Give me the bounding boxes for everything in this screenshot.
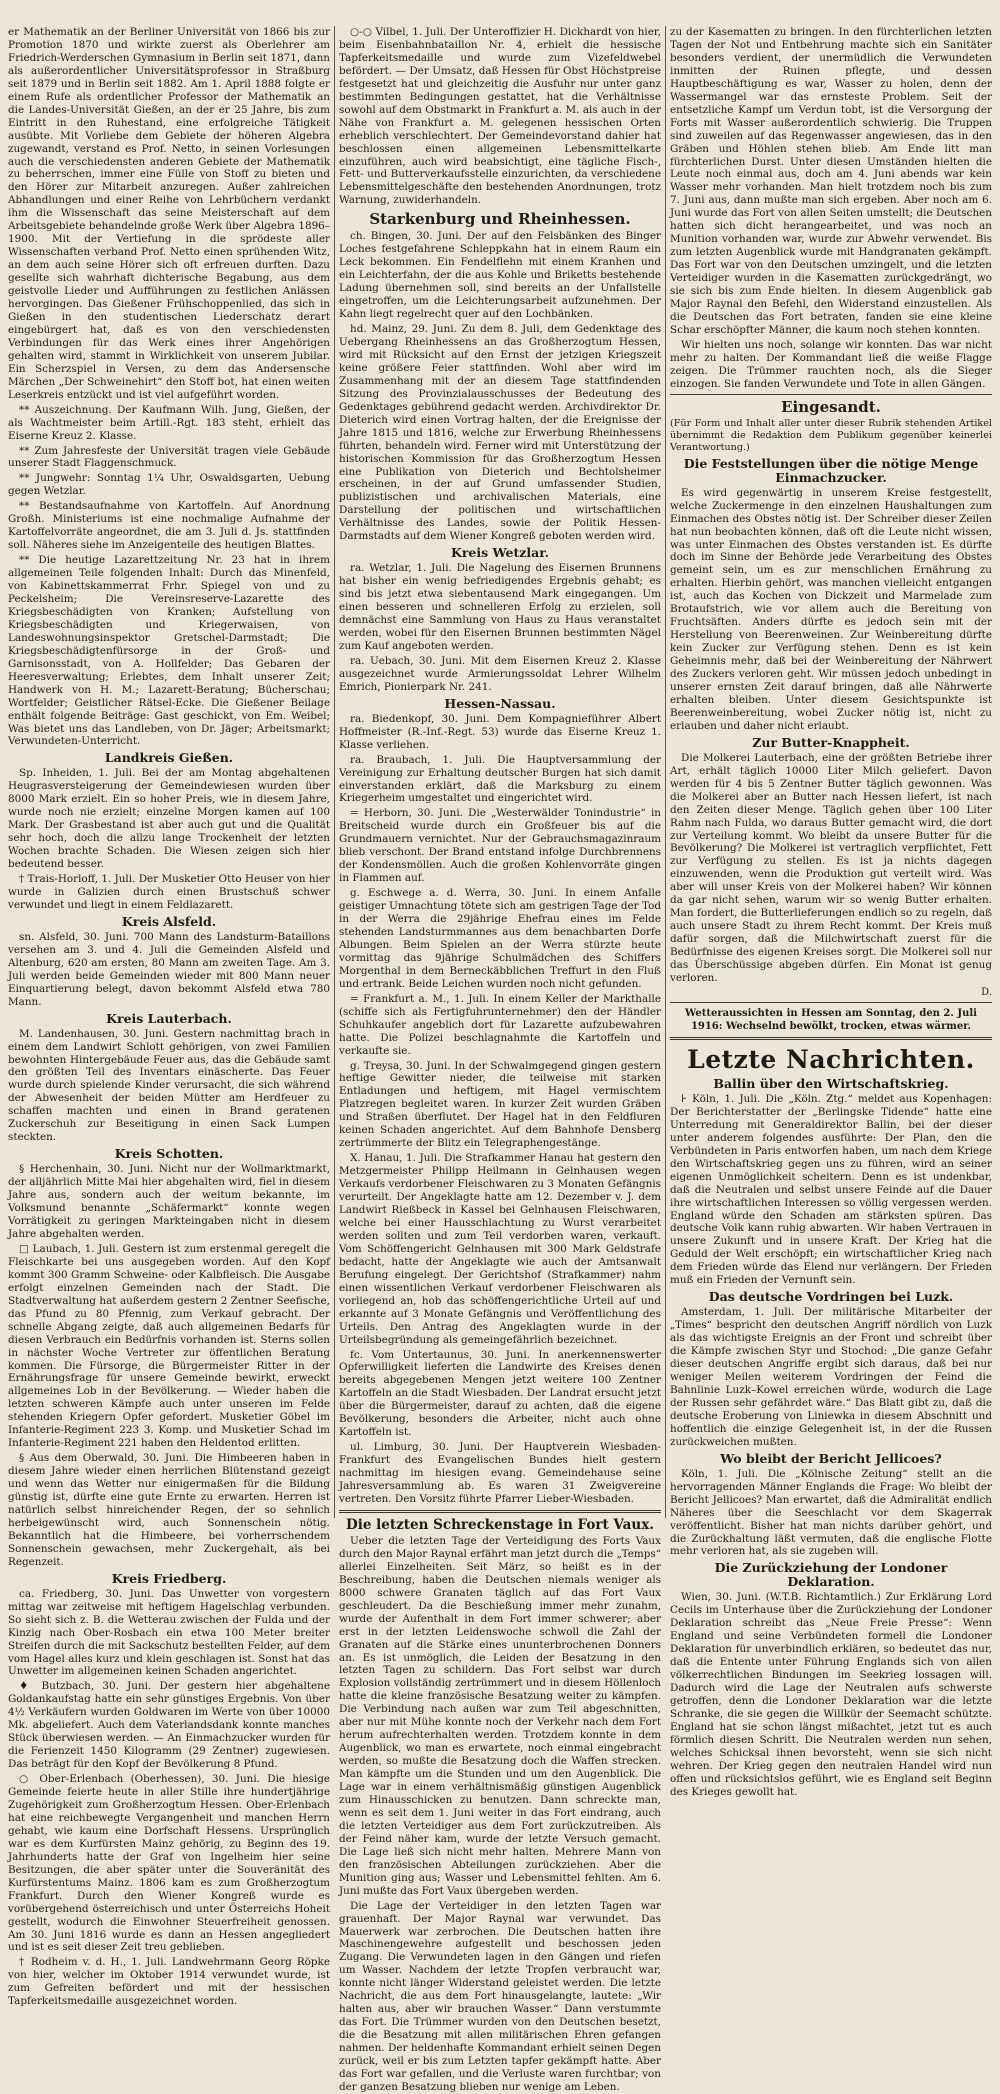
- letter-text: Es wird gegenwärtig in unserem Kreise festgestellt, welche Zuckermenge in den einzelnen Haushaltungen zum Einmachen des Obstes nötig ist. Der Schreiber dieser Zeilen hat nun beobachten können, daß oft die Leute nicht wissen, was unter Einmachen des Obstes verstanden ist. Es dürfte doch im Sinne der Behörde jede Verarbeitung des Obstes gemeint sein, um es zur menschlichen Ernährung zu erhalten. Hierbin gehört, was manchen vielleicht entgangen ist, auch das Kochen von Dickzeit und Marmelade zum Brotaufstrich, wie vor allem auch die Bereitung von Fruchtsäften. Anders dürfte es jedoch sein mit der Herstellung von Beerenweinen. Zur Weinbereitung dürfte kein Zucker zur Verfügung stehen. Denn es ist kein Geheimnis mehr, daß bei der Weinbereitung der Nährwert des Zuckers verloren geht. Wir müssen jedoch unbedingt in unserer ernsten Zeit darauf bringen, daß alle Nährwerte erhalten bleiben. Unter diesem Gesichtspunkte ist Beerenweinbereitung, wobei Zucker nötig ist, nicht zu erlauben und daher nicht erlaubt.: [670, 486, 992, 732]
- section-heading: Kreis Schotten.: [114, 1146, 224, 1162]
- column-middle: [339, 26, 661, 2093]
- news-item: ○ Ober-Erlenbach (Oberhessen), 30. Juni. Die hiesige Gemeinde feierte heute in aller Stille ihre hundertjährige Zugehörigkeit zum Großherzogtum Hessen. Ober-Erlenbach hat eine reichbewegte Vergangenheit und manchen Herrn gehabt, wie kaum eine Dorfschaft Hessens. Ursprünglich war es dem Kurfürsten Mainz gehörig, zu Beginn des 19. Jahrhunderts hatte der Graf von Ingelheim hier seine Besitzungen, die aber später unter die Souveränität des Kurfürstentums Mainz. 1806 kam es zum Großherzogtum Frankfurt. Durch den Wiener Kongreß wurde es vorübergehend österreichisch und unter Österreichs Hoheit gestellt, wodurch die Einwohner Steuerfreiheit genossen. Am 30. Juni 1816 wurde es dann an Hessen angegliedert und ist es seit dieser Zeit treu geblieben.: [8, 1773, 330, 1954]
- news-item: ** Die heutige Lazarettzeitung Nr. 23 hat in ihrem allgemeinen Teile folgenden Inhalt: Durch das Minenfeld, von Kabinettskammerrat Frhr. Spiegel von und zu Peckelsheim; Die Vereinsreserve-Lazarette des Kriegsbeschädigten von Kranken; Aufstellung von Kriegsbeschädigten und Kriegerwaisen, von Landeswohnungsinspektor Gretschel-Darmstadt; Die Kriegsbeschädigtenfürsorge in der Groß- und Garnisonsstadt, von A. Hollfelder; Das Gebaren der Heeresverwaltung; Erlebtes, dem Inhalt unserer Zeit; Handwerk von H. M.; Lazarett-Beratung; Bücherschau; Wortfelder; Geistlicher Rätsel-Ecke. Die Gießener Beilage enthält folgende Beiträge: Gast geschickt, von Em. Weibel; Was bietet uns das Landleben, von Dr. Jäger; Arbeitsmarkt; Verwundeten-Unterricht.: [8, 554, 330, 748]
- section-heading: Landkreis Gießen.: [104, 750, 234, 766]
- news-item: = Frankfurt a. M., 1. Juli. In einem Keller der Markthalle (schiffe sich als Fertigfuhrunternehmer) den der Händler Schuhkaufer angeblich dort für Lazarette aufzubewahren hatte. Die Polizei beschlagnahmte die Kartoffeln und verkaufte sie.: [339, 992, 661, 1057]
- section-heading: Hessen-Nassau.: [444, 695, 556, 711]
- news-item: ra. Uebach, 30. Juni. Mit dem Eisernen Kreuz 2. Klasse ausgezeichnet wurde Armierungssoldat Lehrer Wilhelm Emrich, Pionierpark Nr. 241.: [339, 654, 661, 693]
- section-heading: Kreis Wetzlar.: [450, 545, 550, 561]
- news-item: ○-○ Vilbel, 1. Juli. Der Unteroffizier H. Dickhardt von hier, beim Eisenbahnbataillon Nr. 4, erhielt die hessische Tapferkeitsmedaille und wurde zum Vizefeldwebel befördert. — Der Umsatz, daß Hessen für Obst Höchstpreise festgesetzt hat und gleichzeitig die Ausfuhr nur unter ganz bestimmten Bedingungen gestattet, hat die Verhältnisse sowohl auf dem Obstmarkt in Frankfurt a. M. als auch in der Nähe von Frankfurt a. M. gelegenen hessischen Orten erheblich verschlechtert. Der Gemeindevorstand dahier hat beschlossen einen allgemeinen Lebensmittelkarte einzuführen, auch wird beabsichtigt, eine tägliche Fisch-, Fett- und Butterverkaufsstelle einzurichten, da verschiedene Lebensmittelgeschäfte den bestehenden Anordnungen, trotz Warnung, zuwiderhandeln.: [339, 26, 661, 207]
- news-item: = Herborn, 30. Juni. Die „Westerwälder Tonindustrie“ in Breitscheid wurde durch ein Großfeuer bis auf die Grundmauern vernichtet. Nur der Gebrauchsmagazinraum blieb verschont. Der Brand entstand infolge Durchbrennens der Kondensmöllen. Auch die großen Kohlenvorräte gingen in Flammen auf.: [339, 807, 661, 885]
- news-item: § Aus dem Oberwald, 30. Juni. Die Himbeeren haben in diesem Jahre wieder einen herrlichen Blütenstand gezeigt und wenn das Wetter nur einigermaßen für die Bildung günstig ist, dürfte eine gute Ernte zu erwarten. Herren ist natürlich selbst hinreichender Regen, der so sehnlich herbeigewünscht wird, auch Sonnenschein nötig. Bekanntlich hat die Himbeere, bei vorherrschendem Sonnenschein gewachsen, mehr Zuckergehalt, als bei Regenzeit.: [8, 1452, 330, 1568]
- news-item: ul. Limburg, 30. Juni. Der Hauptverein Wiesbaden-Frankfurt des Evangelischen Bundes hielt gestern nachmittag im hiesigen evang. Gemeindehause seine Jahresversammlung ab. Es waren 31 Zweigvereine vertreten. Den Vorsitz führte Pfarrer Lieber-Wiesbaden.: [339, 1441, 661, 1505]
- article-headline: Wo bleibt der Bericht Jellicoes?: [720, 1450, 942, 1466]
- letter-text: Die Molkerei Lauterbach, eine der größten Betriebe ihrer Art, erhält täglich 10000 Liter Milch geliefert. Davon werden für 4 bis 5 Zentner Butter täglich gewonnen. Was die Molkerei aber an Butter nach Hessen liefert, ist nach den Zeiten dieser Menge. Täglich gehen über 100 Liter Rahm nach Fulda, wo daraus Butter gemacht wird, die dort zur Verteilung kommt. Wo bleibt da unsere Butter für die Bevölkerung? Die Molkerei ist vertraglich verpflichtet, Fett zur Verfügung zu stellen. Es ist ja nichts dagegen einzuwenden, wenn die Produktion gut verteilt wird. Was aber will unser Kreis von der Molkerei haben? Wir können da gar nicht sehen, warum wir so wenig Butter erhalten. Man fordert, die Butterlieferungen endlich so zu regeln, daß auch unsere Stadt zu ihrem Recht kommt. Der Kreis muß dafür sorgen, daß die Milchwirtschaft zuerst für die Bedürfnisse des eigenen Kreises sorgt. Die Molkerei soll nur das Überschüssige abgeben dürfen. Ein Monat ist genug verloren.: [670, 751, 992, 984]
- news-item: ca. Friedberg, 30. Juni. Das Unwetter von vorgestern mittag war zeitweise mit heftigem Hagelschlag verbunden. So sieht sich z. B. die Wetterau zwischen der Fulda und der Kinzig nach Ober-Rosbach ein etwa 100 Meter breiter Streifen durch die mit Sackschutz bestellten Felder, auf dem vom Hagel alles kurz und klein geschlagen ist. Sonst hat das Unwetter im allgemeinen keinen Schaden angerichtet.: [8, 1587, 330, 1678]
- news-item: ** Jungwehr: Sonntag 1¼ Uhr, Oswaldsgarten, Uebung gegen Wetzlar.: [8, 472, 330, 498]
- editor-note: (Für Form und Inhalt aller unter dieser Rubrik stehenden Artikel übernimmt die Redaktion dem Publikum gegenüber keinerlei Verantwortung.): [670, 417, 992, 453]
- article-netto: er Mathematik an der Berliner Universität von 1866 bis zur Promotion 1870 und wirkte zuerst als Oberlehrer am Friedrich-Werderschen Gymnasium in Berlin seit 1871, dann als außerordentlicher Universitätsprofessor in Straßburg seit 1879 und in Berlin seit 1882. Am 1. April 1888 folgte er einem Rufe als ordentlicher Professor der Mathematik an die Landes-Universität Gießen, an der er 25 Jahre, bis zum Eintritt in den Ruhestand, eine erfolgreiche Tätigkeit ausübte. Mit Vorliebe dem Gebiete der höheren Algebra zugewandt, verstand es Prof. Netto, in seinen Vorlesungen auch die verschiedensten anderen Gebiete der Mathematik zu beherrschen, immer eine Fülle von Stoff zu bieten und den Hörer zur Mitarbeit anzuregen. Außer zahlreichen Abhandlungen und einer Reihe von Lehrbüchern verdankt ihm die Wissenschaft das seine Meisterschaft auf dem Arbeitsgebiete behandelnde große Werk über Algebra 1896–1900. Mit der Vertiefung in die sprödeste aller Wissenschaften verband Prof. Netto einen sprühenden Witz, an dem auch seine Hörer sich oft erfreuen durften. Dazu gesellte sich wahrhaft dichterische Begabung, aus dem geistvolle Lieder und Aufführungen zu festlichen Anlässen hervorgingen. Das Gießener Frühschoppenlied, das sich in Gießen in den studentischen Liederschatz derart eingebürgert hat, daß es von den verschiedensten Verbindungen für das Werk eines ihrer Angehörigen gehalten wird, stammt in Wirklichkeit von unserem Jubilar. Ein Scherzspiel in Versen, zu dem das Andersensche Märchen „Der Schweinehirt“ den Stoff bot, hat einen weiten Leserkreis entzückt und ist viel aufgeführt worden.: [8, 26, 330, 401]
- article-fort-vaux-continued: Wir hielten uns noch, solange wir konnten. Das war nicht mehr zu halten. Der Kommandant ließ die weiße Flagge zeigen. Die Trümmer rauchten noch, als die Sieger einzogen. Sie fanden Verwundete und Tote in allen Gängen.: [670, 338, 992, 390]
- news-item: ra. Biedenkopf, 30. Juni. Dem Kompagnieführer Albert Hoffmeister (R.-Inf.-Regt. 53) wurde das Eiserne Kreuz 1. Klasse verliehen.: [339, 712, 661, 751]
- news-item: hd. Mainz, 29. Juni. Zu dem 8. Juli, dem Gedenktage des Uebergang Rheinhessens an das Großherzogtum Hessen, wird mit Rücksicht auf den Ernst der jetzigen Kriegszeit keine größere Feier stattfinden. Wohl aber wird im Zusammenhang mit der an diesem Tage stattfindenden Sitzung des Provinzialausschusses der Bedeutung des Gedenktages gebührend gedacht werden. Archivdirektor Dr. Dieterich wird einen Vortrag halten, der die Ereignisse der Jahre 1815 und 1816, welche zur Erwerbung Rheinhessens führten, behandeln wird. Ferner wird mit Unterstützung der historischen Kommission für das Großherzogtum Hessen eine Publikation von Dieterich und Bechtolsheimer erscheinen, in der auf Grund umfassender Studien, publizistischen und archivalischen Materials, eine Darstellung der politischen und wirtschaftlichen Verhältnisse des Landes, sowie der Politik Hessen-Darmstadts auf dem Wiener Kongreß geboten werden wird.: [339, 323, 661, 543]
- news-item: ra. Wetzlar, 1. Juli. Die Nagelung des Eisernen Brunnens hat bisher ein wenig befriedigendes Ergebnis gehabt; es sind bis jetzt etwa siebentausend Mark eingegangen. Um einen besseren und schnelleren Erfolg zu erzielen, soll demnächst eine Sammlung von Haus zu Haus veranstaltet werden, wobei für den Eisernen Brunnen bestimmten Nägel zum Kauf angeboten werden.: [339, 562, 661, 652]
- latest-news-heading: Letzte Nachrichten.: [687, 1044, 975, 1074]
- column-left: [8, 26, 330, 2008]
- section-heading: Kreis Lauterbach.: [106, 1010, 232, 1026]
- weather-forecast: Wetteraussichten in Hessen am Sonntag, den 2. Juli 1916: Wechselnd bewölkt, trocken, etwas wärmer.: [685, 1007, 977, 1032]
- article-fort-vaux: Die Lage der Verteidiger in den letzten Tagen war grauenhaft. Der Major Raynal war verwundet. Das Mauerwerk war zerbrochen. Die Deutschen hatten ihre Maschinengewehre aufgestellt und beschossen jeden Zugang. Die Verwundeten lagen in den Gängen und riefen um Wasser. Nachdem der letzte Tropfen verbraucht war, konnte nicht länger Widerstand geleistet werden. Die letzte Nachricht, die aus dem Fort hinausgelangte, lautete: „Wir halten aus, aber wir brauchen Wasser.“ Dann verstummte das Fort. Die Trümmer wurden von den Deutschen besetzt, die die Besatzung mit allen militärischen Ehren gefangen nahmen. Der heldenhafte Kommandant erhielt seinen Degen zurück, weil er bis zum Letzten tapfer gekämpft hatte. Aber das Fort war gefallen, und die Verluste waren furchtbar; von der ganzen Besatzung blieben nur wenige am Leben.: [339, 1899, 661, 2093]
- news-item: ** Auszeichnung. Der Kaufmann Wilh. Jung, Gießen, der als Wachtmeister beim Artill.-Rgt. 183 steht, erhielt das Eiserne Kreuz 2. Klasse.: [8, 403, 330, 442]
- news-item: fc. Vom Untertaunus, 30. Juni. In anerkennenswerter Opferwilligkeit lieferten die Landwirte des Kreises denen bereits abgegebenen Mengen jetzt weitere 100 Zentner Kartoffeln an die Stadt Wiesbaden. Der Landrat ersucht jetzt über die Bürgermeister, darauf zu achten, daß die eigene Bevölkerung, besonders die Arbeiter, nicht auch ohne Kartoffeln ist.: [339, 1348, 661, 1439]
- news-item: Köln, 1. Juli. Die „Kölnische Zeitung“ stellt an die hervorragenden Männer Englands die Frage: Wo bleibt der Bericht Jellicoes? Man erwartet, daß die Admiralität endlich Näheres über die Seeschlacht vor dem Skagerrak veröffentlicht. Bisher hat man nichts darüber gehört, und die Zurückhaltung läßt vermuten, daß die englische Flotte mehr verloren hat, als sie zugeben will.: [670, 1467, 992, 1558]
- news-item: ♦ Butzbach, 30. Juni. Der gestern hier abgehaltene Goldankaufstag hatte ein sehr günstiges Ergebnis. Von über 4½ Verkäufern wurden Goldwaren im Werte von über 10000 Mk. abgeliefert. Auch dem Vaterlandsdank konnte manches Stück überwiesen werden. — An Einmachzucker wurden für die Ferienzeit 1450 Kilogramm (29 Zentner) zugewiesen. Das beträgt für den Kopf der Bevölkerung 8 Pfund.: [8, 1680, 330, 1771]
- section-heading: Starkenburg und Rheinhessen.: [369, 210, 631, 229]
- news-item: † Rodheim v. d. H., 1. Juli. Landwehrmann Georg Röpke von hier, welcher im Oktober 1914 verwundet wurde, ist zum Gefreiten befördert und mit der hessischen Tapferkeitsmedaille ausgezeichnet worden.: [8, 1956, 330, 2008]
- article-fort-vaux: Ueber die letzten Tage der Verteidigung des Forts Vaux durch den Major Raynal erfährt man jetzt durch die „Temps“ allerlei Einzelheiten. Seit März, so heißt es in der Beschreibung, haben die Deutschen niemals weniger als 8000 schwere Granaten täglich auf das Fort Vaux geschleudert. Da die Beschießung immer mehr zunahm, wurde der Aufenthalt in dem Fort immer schwerer; aber erst in der letzten Leidenswoche schwoll die Zahl der Granaten auf die Stärke eines ununterbrochenen Donners an. Es ist unmöglich, die Leiden der Besatzung in den letzten Tagen zu schildern. Das Fort selbst war durch Explosion vollständig zertrümmert und in diesem Höllenloch hatte die kleine französische Besatzung weiter zu kämpfen. Die Verbindung nach außen war zum Teil abgeschnitten, aber nur mit Mühe konnte noch der Verkehr nach dem Fort herum aufrechterhalten werden. Trotzdem konnte in dem Augenblick, wo man es erwartete, noch einmal eingebracht werden, so mußte die Besatzung doch die Waffen strecken. Man kämpfte um die Stunden und um den Augenblick. Die Lage war in einem verhältnismäßig günstigen Augenblick zum Hinausschicken zu benutzen. Dann schreckte man, wenn es seit dem 1. Juni weiter in das Fort eindrang, auch die letzten Verteidiger aus dem Fort zurückzutreiben. Als der Feind näher kam, wurde der letzte Versuch gemacht. Die Lage ließ sich nicht mehr halten. Mehrere Mann von den französischen Abteilungen zurückziehen. Aber die Munition ging aus; Wasser und Lebensmittel fehlten. Am 6. Juni mußte das Fort Vaux übergeben werden.: [339, 1534, 661, 1897]
- divider: [670, 1002, 992, 1003]
- letter-heading: Zur Butter-Knappheit.: [752, 734, 910, 750]
- article-headline: Die Zurückziehung der Londoner Deklaration.: [714, 1560, 948, 1590]
- news-item: sn. Alsfeld, 30. Juni. 700 Mann des Landsturm-Bataillons versehen am 3. und 4. Juli die Gemeinden Alsfeld und Altenburg, 620 am ersten, 80 Mann am zweiten Tage. Am 3. Juli werden beide Gemeinden wieder mit 800 Mann neuer Einquartierung belegt, davon bekommt Alsfeld etwa 780 Mann.: [8, 930, 330, 1008]
- letter-signature: D.: [981, 986, 992, 998]
- letter-heading: Die Feststellungen über die nötige Menge Einmachzucker.: [683, 455, 979, 485]
- news-item: ** Bestandsaufnahme von Kartoffeln. Auf Anordnung Großh. Ministeriums ist eine nochmalige Aufnahme der Kartoffelvorräte angeordnet, die am 3. Juli d. Js. stattfinden soll. Näheres siehe im Anzeigenteile des heutigen Blattes.: [8, 500, 330, 552]
- article-headline: Ballin über den Wirtschaftskrieg.: [713, 1075, 949, 1091]
- news-item: ch. Bingen, 30. Juni. Der auf den Felsbänken des Binger Loches festgefahrene Schleppkahn hat in einem Raum ein Leck bekommen. Ein Fendelflehn mit einem Kranhen und ein Leichterfahn, der die aus Kohle und Briketts bestehende Ladung übernehmen soll, sind bereits an der Unfallstelle eingetroffen, um die Leichterungsarbeit aufzunehmen. Der Kahn liegt regelrecht quer auf den Lochbänken.: [339, 230, 661, 321]
- article-fort-vaux-continued: zu der Kasematten zu bringen. In den fürchterlichen letzten Tagen der Not und Entbehrung machte sich ein Sanitäter besonders verdient, der unermüdlich die Verwundeten inmitten der Ruinen pflegte, und dessen Hauptbeschäftigung es war, Wasser zu holen, denn der Wassermangel war das ernsteste Problem. Seit der entsetzliche Kampf um Verdun tobt, ist die Versorgung der Forts mit Wasser außerordentlich schwierig. Die Truppen sind zuweilen auf das Regenwasser angewiesen, das in den Gräben und Höhlen stehen blieb. Am Ende litt man fürchterlichen Durst. Unter diesen Umständen hielten die Leute noch einmal aus, doch am 4. Juni abends war kein Wasser mehr vorhanden. Man hielt trotzdem noch bis zum 7. Juni aus, dann mußte man sich ergeben. Aber noch am 6. Juni wurde das Fort von allen Seiten umstellt; die Deutschen hatten sich dicht herangearbeitet, und was noch an Munition vorhanden war, wurde zur Abwehr verwendet. Bis zum letzten Augenblick wurde mit Handgranaten gekämpft. Das Fort war von den Deutschen umzingelt, und die letzten Verteidiger wurden in die Kasematten zurückgedrängt, wo sie sich bis zum Ende hielten. In diesem Augenblick gab Major Raynal den Befehl, den Widerstand einzustellen. Als die Deutschen das Fort betraten, fanden sie eine kleine Schar erschöpfter Männer, die kaum noch stehen konnten.: [670, 26, 992, 336]
- divider: [670, 1037, 992, 1040]
- section-heading: Kreis Alsfeld.: [121, 913, 217, 929]
- article-headline: Die letzten Schreckenstage in Fort Vaux.: [346, 1516, 654, 1533]
- news-item: ** Zum Jahresfeste der Universität tragen viele Gebäude unserer Stadt Flaggenschmuck.: [8, 444, 330, 470]
- column-right: [670, 26, 992, 1798]
- news-item: g. Eschwege a. d. Werra, 30. Juni. In einem Anfalle geistiger Umnachtung tötete sich am gestrigen Tage der Tod in der Werra die 29jährige Ehefrau eines im Felde stehenden Landsturmmannes aus dem benachbarten Dorfe Albungen. Beim Spielen an der Werra stürzte heute vormittag das 9jährige Schulmädchen des Schiffers Morgenthal in dem Berneckäbblichen Treffurt in den Fluß und ertrank. Beide Leichen wurden noch nicht gefunden.: [339, 887, 661, 990]
- news-item: Wien, 30. Juni. (W.T.B. Richtamtlich.) Zur Erklärung Lord Cecils im Unterhause über die Zurückziehung der Londoner Deklaration schreibt das „Neue Freie Presse“: Wenn England und seine Verbündeten formell die Londoner Deklaration für unverbindlich erklären, so bedeutet das nur, daß die Entente unter Führung Englands sich von allen völkerrechtlichen Bindungen im Seekrieg lossagen will. Dadurch wird die Lage der Neutralen aufs schwerste getroffen, denn die Londoner Deklaration war die letzte Schranke, die sie gegen die Willkür der Seemacht schützte. England hat sie schon längst mißachtet, jetzt tut es auch förmlich diesen Schritt. Die Neutralen werden nun sehen, welches Schicksal ihnen bevorsteht, wenn sie sich nicht wehren. Der Krieg gegen den neutralen Handel wird nun offen und rücksichtslos geführt, wie es England seit Beginn des Krieges gewollt hat.: [670, 1591, 992, 1798]
- section-heading: Kreis Friedberg.: [111, 1570, 227, 1586]
- news-item: g. Treysa, 30. Juni. In der Schwalmgegend gingen gestern heftige Gewitter nieder, die teilweise mit starken Entladungen und heftigem, mit Hagel vermischtem Platzregen begleitet waren. In kurzer Zeit wurden Gräben und Straßen überflutet. Der Hagel hat in den Feldfluren keinen Schaden angerichtet. Auf dem Bahnhofe Densberg zertrümmerte der Blitz ein Telegraphengestänge.: [339, 1059, 661, 1150]
- news-item: X. Hanau, 1. Juli. Die Strafkammer Hanau hat gestern den Metzgermeister Philipp Heilmann in Gelnhausen wegen Verkaufs verdorbener Fleischwaren zu 3 Monaten Gefängnis verurteilt. Der Angeklagte hatte am 12. Dezember v. J. dem Landwirt Rießbeck in Kassel bei Gelnhausen Fleischwaren, welche bei einer Hausschlachtung zu Wurst verarbeitet werden sollten und zum Teil verdorben waren, verkauft. Vom Schöffengericht Gelnhausen mit 300 Mark Geldstrafe bedacht, hatte der Angeklagte wie auch der Amtsanwalt Berufung eingelegt. Der Gerichtshof (Strafkammer) nahm einen wissentlichen Verkauf verdorbener Fleischwaren als vorliegend an, hob das schöffengerichtliche Urteil auf und erkannte auf 3 Monate Gefängnis und Veröffentlichung des Urteils. Den Antrag des Angeklagten wurde in der Urteilsbegründung als gemeingefährlich bezeichnet.: [339, 1152, 661, 1346]
- divider: [339, 1510, 661, 1513]
- news-item: § Herchenhain, 30. Juni. Nicht nur der Wollmarktmarkt, der alljährlich Mitte Mai hier abgehalten wird, fiel in diesem Jahre aus, sondern auch der weitum bekannte, im Volksmund benannte „Schäfermarkt“ konnte wegen Vorrätigkeit zu geringen Markteingaben nicht in diesem Jahre abgehalten werden.: [8, 1163, 330, 1240]
- news-item: ra. Braubach, 1. Juli. Die Hauptversammlung der Vereinigung zur Erhaltung deutscher Burgen hat sich damit einverstanden erklärt, daß die Marksburg zu einem Kriegerheim umgestaltet und eingerichtet wird.: [339, 753, 661, 805]
- section-heading: Eingesandt.: [781, 397, 881, 416]
- news-item: □ Laubach, 1. Juli. Gestern ist zum erstenmal geregelt die Fleischkarte bei uns ausgegeben worden. Auf den Kopf kommt 300 Gramm Schweine- oder Kalbfleisch. Die Ausgabe erfolgt einzelnen Gemeinden nach der Stadt. Die Stadtverwaltung hat außerdem gestern 2 Zentner Seefische, das Pfund zu 80 Pfennig, zum Verkauf gebracht. Der schnelle Abgang zeigte, daß auch allgemeinen Bedarfs für diesen Verbrauch ein Bedürfnis vorhanden ist. Sterns sollen in nächster Woche Vertreter zur öffentlichen Beratung kommen. Die Fürsorge, die Bürgermeister Ritter in der Ernährungsfrage für unsere Gemeinde bewirkt, erweckt allgemeines Lob in der Bevölkerung. — Wieder haben die letzten schweren Kämpfe auch unter unseren im Felde stehenden Kriegern Opfer gefordert. Musketier Göbel im Infanterie-Regiment 223 3. Komp. und Musketier Schad im Infanterie-Regiment 221 haben den Heldentod erlitten.: [8, 1242, 330, 1450]
- news-item: Sp. Inheiden, 1. Juli. Bei der am Montag abgehaltenen Heugrasversteigerung der Gemeindewiesen wurden über 8000 Mark erzielt. Ein so hoher Preis, wie in diesem Jahre, wurde noch nie erzielt; einzelne Morgen kamen auf 100 Mark. Der Grasbestand ist aber auch gut und die Qualität sehr hoch, doch die allzu lange Trockenheit der letzten Wochen brachte Schaden. Die Wiesen zeigen sich hier bedeutend besser.: [8, 767, 330, 871]
- news-item: † Trais-Horloff, 1. Juli. Der Musketier Otto Heuser von hier wurde in Galizien durch einen Brustschuß schwer verwundet und liegt in einem Feldlazarett.: [8, 873, 330, 911]
- news-item: Amsterdam, 1. Juli. Der militärische Mitarbeiter der „Times“ bespricht den deutschen Angriff nördlich von Luzk als das wichtigste Ereignis an der Front und schreibt über die Kämpfe zwischen Styr und Stochod: „Die ganze Gefahr dieser deutschen Angriffe ergibt sich daraus, daß bei nur weniger Meilen weiterem Vordringen der Feind die Bahnlinie Luzk–Kowel erreichen würde, wodurch die Lage der Russen sehr gefährdet wäre.“ Das Blatt gibt zu, daß die deutsche Eroberung von Liniewka in diesem Abschnitt und hoffentlich die einzige Gelegenheit ist, in der die Russen zurückweichen mußten.: [670, 1306, 992, 1448]
- divider: [670, 394, 992, 395]
- news-item: M. Landenhausen, 30. Juni. Gestern nachmittag brach in einem dem Landwirt Schlott gehörigen, von zwei Familien bewohnten Hintergebäude Feuer aus, das die Gebäude samt den größten Teil des Inventars einäscherte. Das Feuer wurde durch spielende Kinder verursacht, die sich während der Abwesenheit der beiden Mütter am Herdfeuer zu schaffen machten und einen in Brand geratenen Zuckerschuh zur Beseitigung in einen Sack Lumpen steckten.: [8, 1027, 330, 1144]
- article-headline: Das deutsche Vordringen bei Luzk.: [708, 1289, 954, 1305]
- news-item: ⊦ Köln, 1. Juli. Die „Köln. Ztg.“ meldet aus Kopenhagen: Der Berichterstatter der „Berlingske Tidende“ hatte eine Unterredung mit Generaldirektor Ballin, bei der dieser unter anderem folgendes ausführte: Der Plan, den die Verbündeten in Paris entworfen haben, um nach dem Kriege den Wirtschaftskrieg gegen uns zu führen, wird an seiner eigenen Unmöglichkeit scheitern. Denn es ist undenkbar, daß die Neutralen und selbst unsere Feinde auf die Dauer ihre wirtschaftlichen Interessen so völlig vergessen werden. England würde den Schaden am stärksten spüren. Das deutsche Volk kann ruhig abwarten. Wir haben Vertrauen in unsere Zukunft und in unsere Kraft. Der Krieg hat die Geduld der Welt erschöpft; ein wirtschaftlicher Krieg nach dem Frieden würde das Elend nur verlängern. Der Frieden muß ein Frieden der Vernunft sein.: [670, 1092, 992, 1287]
